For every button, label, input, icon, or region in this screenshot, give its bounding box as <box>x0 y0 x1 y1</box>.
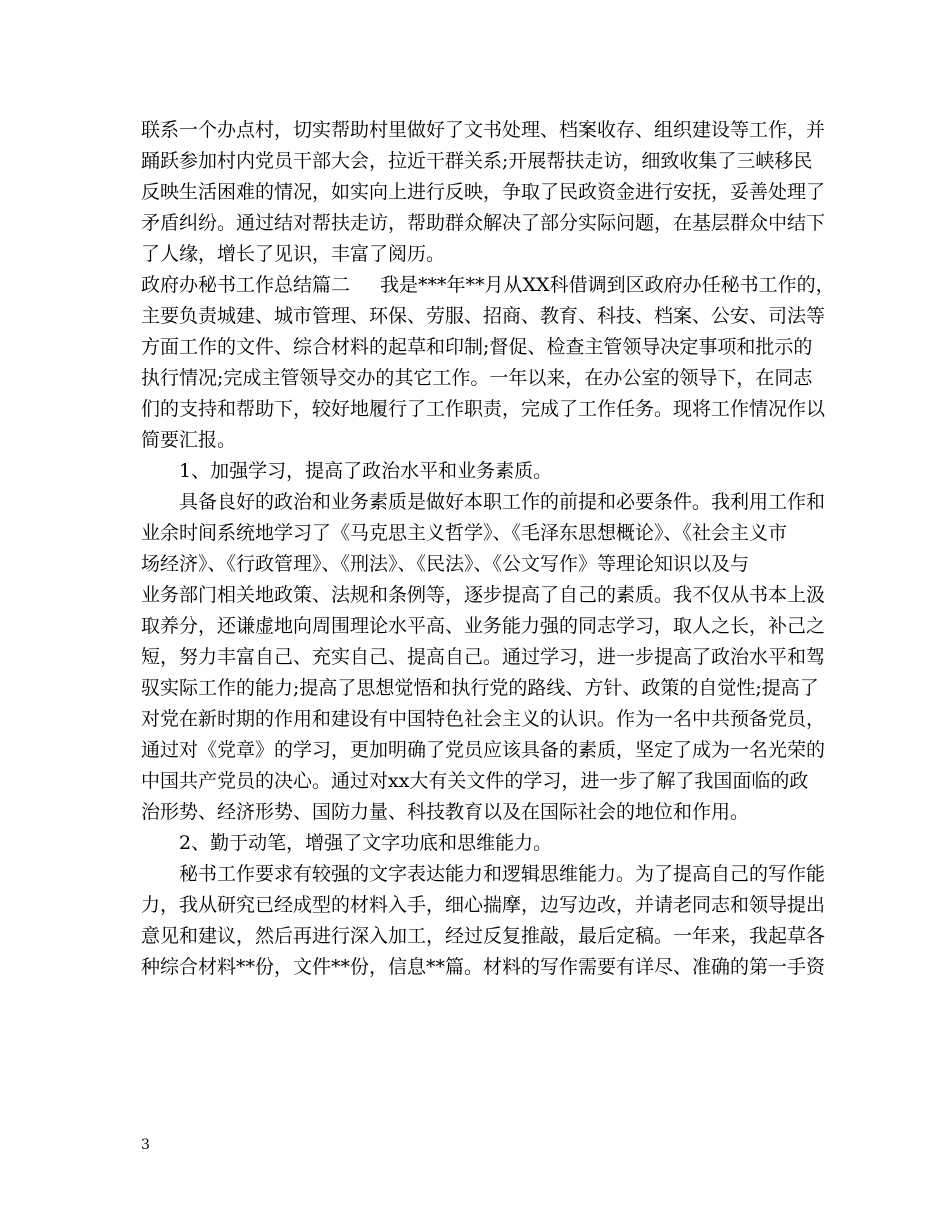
text-line: 联系一个办点村，切实帮助村里做好了文书处理、档案收存、组织建设等工作，并 <box>141 119 826 141</box>
text-line: 具备良好的政治和业务素质是做好本职工作的前提和必要条件。我利用工作和 <box>179 491 826 513</box>
document-body <box>141 115 835 983</box>
text-line: 踊跃参加村内党员干部大会，拉近干群关系;开展帮扶走访，细致收集了三峡移民 <box>141 150 813 172</box>
text-line: 中国共产党员的决心。通过对xx大有关文件的学习，进一步了解了我国面临的政 <box>141 770 809 792</box>
text-line: 通过对《党章》的学习，更加明确了党员应该具备的素质，坚定了成为一名光荣的 <box>141 739 826 761</box>
text-line: 执行情况;完成主管领导交办的其它工作。一年以来，在办公室的领导下，在同志 <box>141 367 813 389</box>
text-line: 们的支持和帮助下，较好地履行了工作职责，完成了工作任务。现将工作情况作以 <box>141 398 826 420</box>
text-line: 取养分，还谦虚地向周围理论水平高、业务能力强的同志学习，取人之长，补己之 <box>141 615 826 637</box>
text-line: 种综合材料**份，文件**份，信息**篇。材料的写作需要有详尽、准确的第一手资 <box>141 956 826 978</box>
text-line: 秘书工作要求有较强的文字表达能力和逻辑思维能力。为了提高自己的写作能 <box>179 863 826 885</box>
text-line: 了人缘，增长了见识，丰富了阅历。 <box>141 243 446 265</box>
point-2-title: 2、勤于动笔，增强了文字功底和思维能力。 <box>179 832 553 854</box>
section-intro-start: 我是***年**月从XX科借调到区政府办任秘书工作的， <box>380 274 835 296</box>
text-line: 场经济》、《行政管理》、《刑法》、《民法》、《公文写作》等理论知识以及与 <box>141 553 750 575</box>
text-line: 短，努力丰富自己、充实自己、提高自己。通过学习，进一步提高了政治水平和驾 <box>141 646 826 668</box>
section-heading: 政府办秘书工作总结篇二 <box>141 274 351 296</box>
text-line: 业务部门相关地政策、法规和条例等，逐步提高了自己的素质。我不仅从书本上汲 <box>141 584 826 606</box>
text-line: 对党在新时期的作用和建设有中国特色社会主义的认识。作为一名中共预备党员， <box>141 708 826 730</box>
text-line: 简要汇报。 <box>141 429 237 451</box>
text-line: 力，我从研究已经成型的材料入手，细心揣摩，边写边改，并请老同志和领导提出 <box>141 894 826 916</box>
text-line: 意见和建议，然后再进行深入加工，经过反复推敲，最后定稿。一年来，我起草各 <box>141 925 826 947</box>
text-line: 方面工作的文件、综合材料的起草和印制;督促、检查主管领导决定事项和批示的 <box>141 336 813 358</box>
section-heading-line <box>141 270 835 301</box>
text-line: 矛盾纠纷。通过结对帮扶走访，帮助群众解决了部分实际问题，在基层群众中结下 <box>141 212 826 234</box>
text-line: 治形势、经济形势、国防力量、科技教育以及在国际社会的地位和作用。 <box>141 801 750 823</box>
text-line: 驭实际工作的能力;提高了思想觉悟和执行党的路线、方针、政策的自觉性;提高了 <box>141 677 819 699</box>
text-line: 反映生活困难的情况，如实向上进行反映，争取了民政资金进行安抚，妥善处理了 <box>141 181 826 203</box>
text-line: 主要负责城建、城市管理、环保、劳服、招商、教育、科技、档案、公安、司法等 <box>141 305 826 327</box>
page-number: 3 <box>141 1137 150 1153</box>
text-line: 业余时间系统地学习了《马克思主义哲学》、《毛泽东思想概论》、《社会主义市 <box>141 522 788 544</box>
point-1-title: 1、加强学习，提高了政治水平和业务素质。 <box>179 460 553 482</box>
